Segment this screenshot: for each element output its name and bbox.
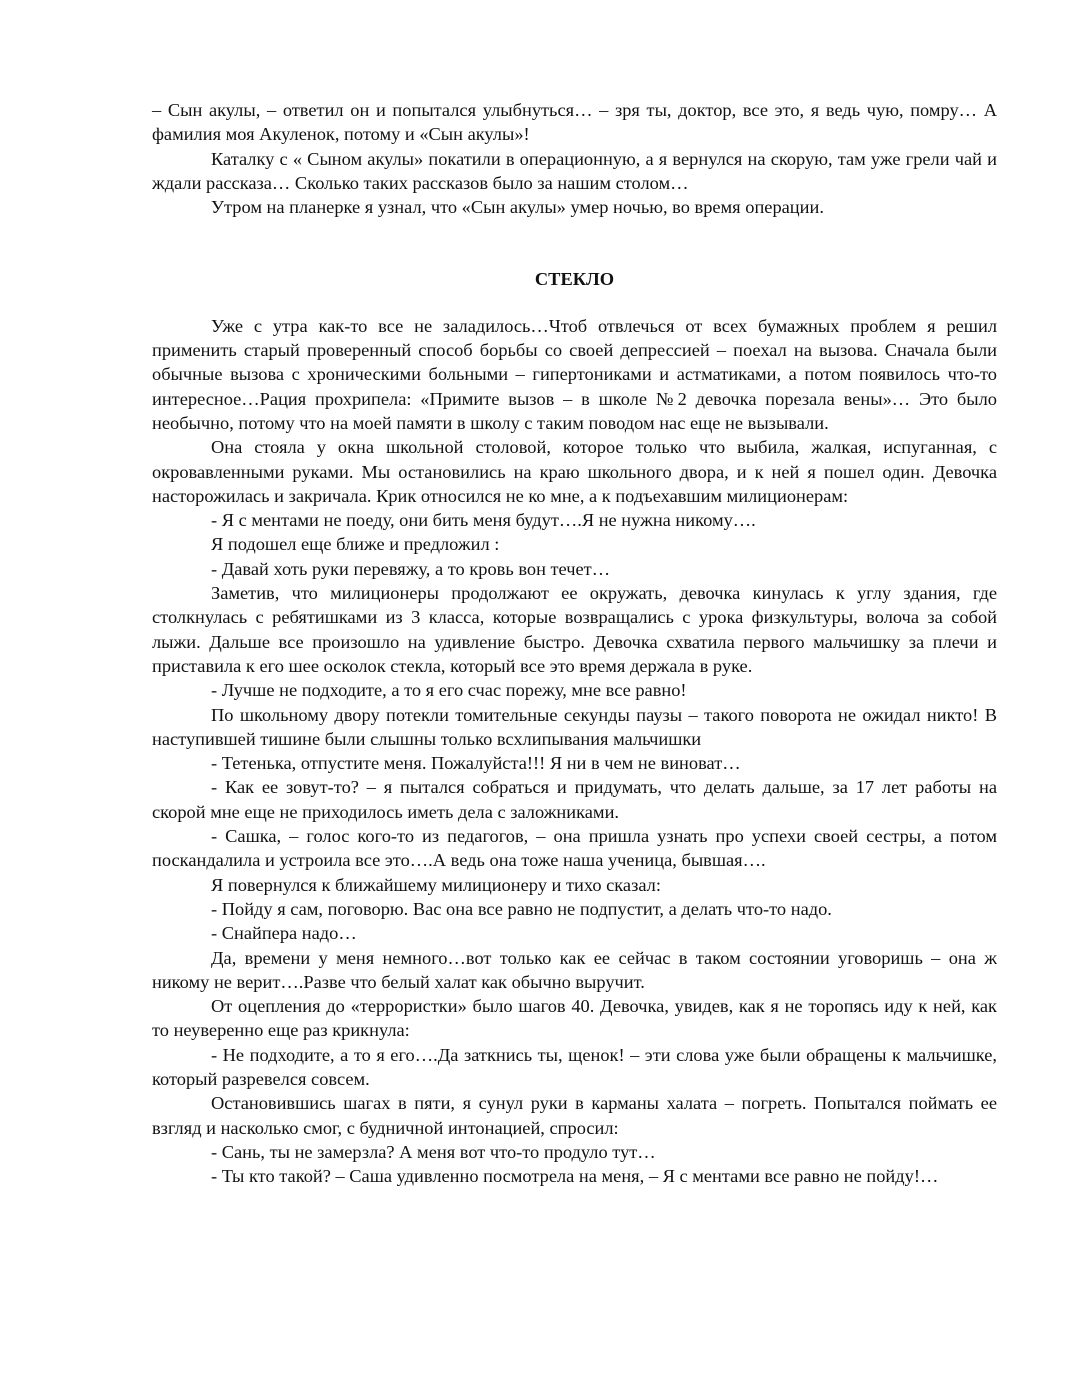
- paragraph: Остановившись шагах в пяти, я сунул руки в карманы халата – погреть. Попытался поймать ее взгляд и насколько смог, с будничной интонацией, спросил:: [152, 1093, 997, 1138]
- paragraph: От оцепления до «террористки» было шагов 40. Девочка, увидев, как я не торопясь иду к ней, как то неуверенно еще раз крикнула:: [152, 996, 997, 1041]
- paragraph: - Снайпера надо…: [211, 923, 357, 944]
- paragraph: Я подошел еще ближе и предложил :: [211, 534, 500, 555]
- paragraph: Да, времени у меня немного…вот только как ее сейчас в таком состоянии уговоришь – она ж никому не верит….Разве что белый халат как обычно выручит.: [152, 947, 997, 992]
- paragraph: - Лучше не подходите, а то я его счас порежу, мне все равно!: [211, 680, 687, 701]
- paragraph: Уже с утра как-то все не заладилось…Чтоб отвлечься от всех бумажных проблем я решил применить старый проверенный способ борьбы со своей депрессией – поехал на вызова. Сначала были обычные вызова с хроническими больными – гипертониками и астматиками, а потом появилось что-то интересное…Рация прохрипела: «Примите вызов – в школе №2 девочка порезала вены»… Это было необычно, потому что на моей памяти в школу с таким поводом нас еще не вызывали.: [152, 315, 997, 433]
- paragraph: Утром на планерке я узнал, что «Сын акулы» умер ночью, во время операции.: [211, 197, 824, 218]
- document-page: [152, 98, 997, 1188]
- paragraph: - Ты кто такой? – Саша удивленно посмотрела на меня, – Я с ментами все равно не пойду!…: [211, 1166, 939, 1187]
- paragraph: - Сашка, – голос кого-то из педагогов, – она пришла узнать про успехи своей сестры, а потом поскандалила и устроила все это….А ведь она тоже наша ученица, бывшая….: [152, 826, 997, 871]
- paragraph: Она стояла у окна школьной столовой, которое только что выбила, жалкая, испуганная, с окровавленными руками. Мы остановились на краю школьного двора, и к ней я пошел один. Девочка насторожилась и закричала. Крик относился не ко мне, а к подъехавшим милиционерам:: [152, 437, 997, 506]
- paragraph: По школьному двору потекли томительные секунды паузы – такого поворота не ожидал никто! В наступившей тишине были слышны только всхлипывания мальчишки: [152, 704, 997, 749]
- spacer: [152, 292, 997, 314]
- paragraph: Заметив, что милиционеры продолжают ее окружать, девочка кинулась к углу здания, где столкнулась с ребятишками из 3 класса, которые возвращались с урока физкультуры, волоча за собой лыжи. Дальше все произошло на удивление быстро. Девочка схватила первого мальчишку за плечи и приставила к его шее осколок стекла, который все это время держала в руке.: [152, 583, 997, 676]
- paragraph: - Я с ментами не поеду, они бить меня будут….Я не нужна никому….: [211, 510, 756, 531]
- paragraph: - Давай хоть руки перевяжу, а то кровь вон течет…: [211, 558, 611, 579]
- paragraph: - Не подходите, а то я его….Да заткнись ты, щенок! – эти слова уже были обращены к мальчишке, который разревелся совсем.: [152, 1044, 997, 1089]
- paragraph: – Сын акулы, – ответил он и попытался улыбнуться… – зря ты, доктор, все это, я ведь чую, помру… А фамилия моя Акуленок, потому и «Сын акулы»!: [152, 100, 997, 145]
- paragraph: Каталку с « Сыном акулы» покатили в операционную, а я вернулся на скорую, там уже грели чай и ждали рассказа… Сколько таких рассказов было за нашим столом…: [152, 148, 997, 193]
- section-heading: СТЕКЛО: [534, 269, 615, 290]
- paragraph: - Сань, ты не замерзла? А меня вот что-то продуло тут…: [211, 1141, 656, 1162]
- paragraph: - Пойду я сам, поговорю. Вас она все равно не подпустит, а делать что-то надо.: [211, 898, 832, 919]
- paragraph: - Как ее зовут-то? – я пытался собраться и придумать, что делать дальше, за 17 лет работы на скорой мне еще не приходилось иметь дела с заложниками.: [152, 777, 997, 822]
- paragraph: Я повернулся к ближайшему милиционеру и тихо сказал:: [211, 874, 661, 895]
- spacer: [152, 219, 997, 267]
- paragraph: - Тетенька, отпустите меня. Пожалуйста!!! Я ни в чем не виноват…: [211, 753, 741, 774]
